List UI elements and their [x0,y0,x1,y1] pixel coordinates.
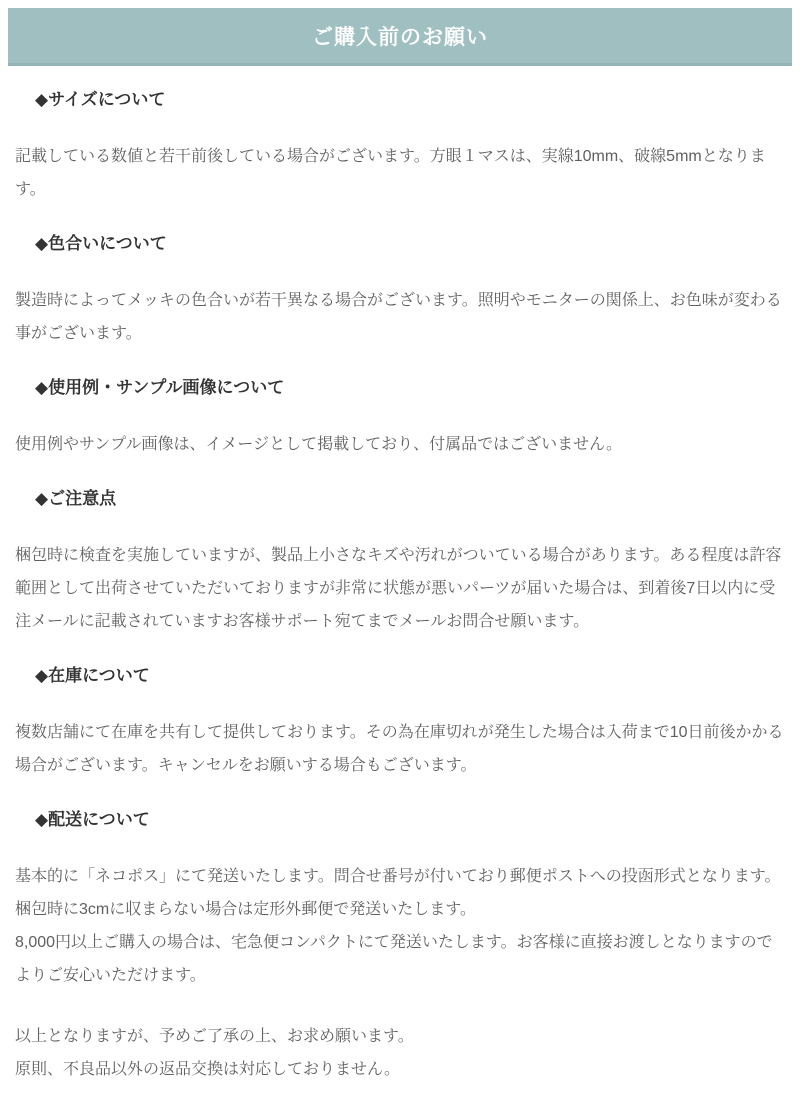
section-body-line: 基本的に「ネコポス」にて発送いたします。問合せ番号が付いており郵便ポストへの投函形式となります。梱包時に3cmに収まらない場合は定形外郵便で発送いたします。 [15,868,781,918]
section-heading: ◆在庫について [35,666,150,685]
purchase-notice-page [0,8,800,1114]
section-body: 使用例やサンプル画像は、イメージとして掲載しており、付属品ではございません。 [15,436,623,453]
section-body-line: 8,000円以上ご購入の場合は、宅急便コンパクトにて発送いたします。お客様に直接お渡しとなりますのでよりご安心いただけます。 [15,934,773,984]
page-title: ご購入前のお願い [312,25,488,49]
section-cautions [0,487,800,638]
section-heading: ◆ご注意点 [35,489,117,508]
section-sample-images [0,376,800,461]
section-body: 複数店舗にて在庫を共有して提供しております。その為在庫切れが発生した場合は入荷まで10日前後かかる場合がございます。キャンセルをお願いする場合もございます。 [15,724,784,774]
section-stock [0,664,800,782]
closing-note [15,1020,785,1086]
page-banner [8,8,792,66]
section-body: 梱包時に検査を実施していますが、製品上小さなキズや汚れがついている場合があります。ある程度は許容範囲として出荷させていただいておりますが非常に状態が悪いパーツが届いた場合は、到着後7日以内に受注メールに記載されていますお客様サポート宛てまでメールお問合せ願います。 [15,547,782,630]
closing-line: 以上となりますが、予めご了承の上、お求め願います。 [15,1028,414,1045]
section-heading: ◆色合いについて [35,234,167,253]
section-body: 記載している数値と若干前後している場合がございます。方眼１マスは、実線10mm、破線5mmとなります。 [15,148,766,198]
section-color [0,232,800,350]
section-shipping [0,808,800,992]
section-size [0,88,800,206]
section-body: 製造時によってメッキの色合いが若干異なる場合がございます。照明やモニターの関係上、お色味が変わる事がございます。 [15,292,782,342]
closing-line: 原則、不良品以外の返品交換は対応しておりません。 [15,1061,400,1078]
section-heading: ◆配送について [35,810,150,829]
section-heading: ◆使用例・サンプル画像について [35,378,285,397]
section-heading: ◆サイズについて [35,90,166,109]
section-body [15,860,785,992]
